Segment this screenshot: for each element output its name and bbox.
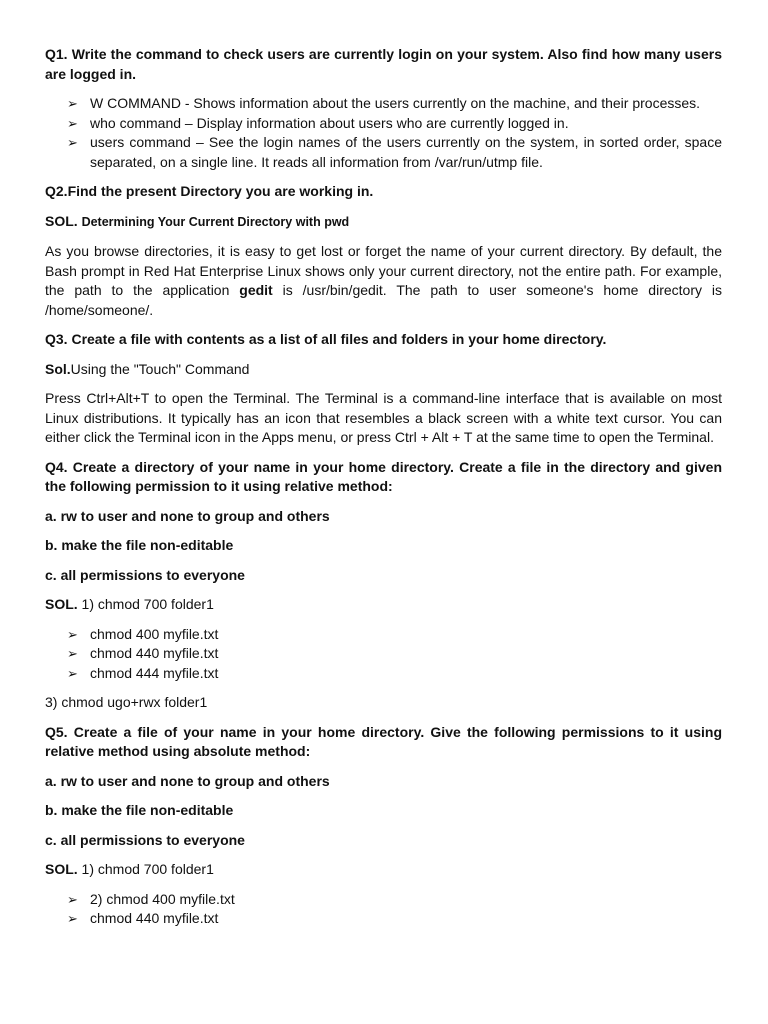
q4-command-list <box>45 625 722 684</box>
arrow-bullet-icon: ➢ <box>67 891 78 907</box>
q4-option-a: a. rw to user and none to group and others <box>45 507 330 524</box>
q5-command-list <box>45 890 722 929</box>
arrow-bullet-icon: ➢ <box>67 626 78 642</box>
q2-solution-heading: SOL. Determining Your Current Directory with pwd <box>45 212 350 229</box>
list-item: ➢ chmod 440 myfile.txt <box>45 909 722 929</box>
arrow-bullet-icon: ➢ <box>67 135 78 150</box>
q4-last-command: 3) chmod ugo+rwx folder1 <box>45 694 208 710</box>
q5-question: Q5. Create a file of your name in your home directory. Give the following permissions to it using relative method using absolute method: <box>45 723 722 759</box>
q3-solution-heading: Sol.Using the "Touch" Command <box>45 360 250 377</box>
document-page <box>45 45 722 939</box>
q4-solution-heading: SOL. 1) chmod 700 folder1 <box>45 596 214 612</box>
q5-option-a: a. rw to user and none to group and others <box>45 772 330 789</box>
arrow-bullet-icon: ➢ <box>67 96 78 111</box>
list-item: ➢ chmod 400 myfile.txt <box>45 625 722 645</box>
q4-option-b: b. make the file non-editable <box>45 537 234 553</box>
list-item: ➢ chmod 444 myfile.txt <box>45 664 722 684</box>
list-item: ➢ 2) chmod 400 myfile.txt <box>45 890 722 910</box>
list-item: ➢ users command – See the login names of the users currently on the system, in sorted order, space separated, on a single line. It reads all information from /var/run/utmp file. <box>67 134 722 170</box>
q4-option-c: c. all permissions to everyone <box>45 566 245 583</box>
arrow-bullet-icon: ➢ <box>67 115 78 131</box>
list-item: ➢ chmod 440 myfile.txt <box>45 644 722 664</box>
arrow-bullet-icon: ➢ <box>67 911 78 926</box>
arrow-bullet-icon: ➢ <box>67 665 78 681</box>
q1-answer-list <box>45 94 722 172</box>
q2-solution-paragraph: As you browse directories, it is easy to get lost or forget the name of your current directory. By default, the Bash prompt in Red Hat Enterprise Linux shows only your current directory, not the entire path. For example, the path to the application gedit is /usr/bin/gedit. The path to user someone's home directory is /home/someone/. <box>45 243 722 318</box>
q3-solution-paragraph: Press Ctrl+Alt+T to open the Terminal. The Terminal is a command-line interface that is available on most Linux distributions. It typically has an icon that resembles a black screen with a white text cursor. You can either click the Terminal icon in the Apps menu, or press Ctrl + Alt + T at the same time to open the Terminal. <box>45 390 722 445</box>
list-item: ➢ who command – Display information about users who are currently logged in. <box>45 114 722 134</box>
arrow-bullet-icon: ➢ <box>67 646 78 661</box>
q1-question: Q1. Write the command to check users are currently login on your system. Also find how many users are logged in. <box>45 46 722 82</box>
q2-question: Q2.Find the present Directory you are working in. <box>45 183 374 199</box>
q5-option-c: c. all permissions to everyone <box>45 831 245 848</box>
q4-question: Q4. Create a directory of your name in your home directory. Create a file in the directory and given the following permission to it using relative method: <box>45 458 722 494</box>
list-item: ➢ W COMMAND - Shows information about the users currently on the machine, and their processes. <box>45 94 722 114</box>
q3-question: Q3. Create a file with contents as a list of all files and folders in your home directory. <box>45 331 607 347</box>
q5-solution-heading: SOL. 1) chmod 700 folder1 <box>45 861 214 877</box>
q5-option-b: b. make the file non-editable <box>45 802 234 818</box>
